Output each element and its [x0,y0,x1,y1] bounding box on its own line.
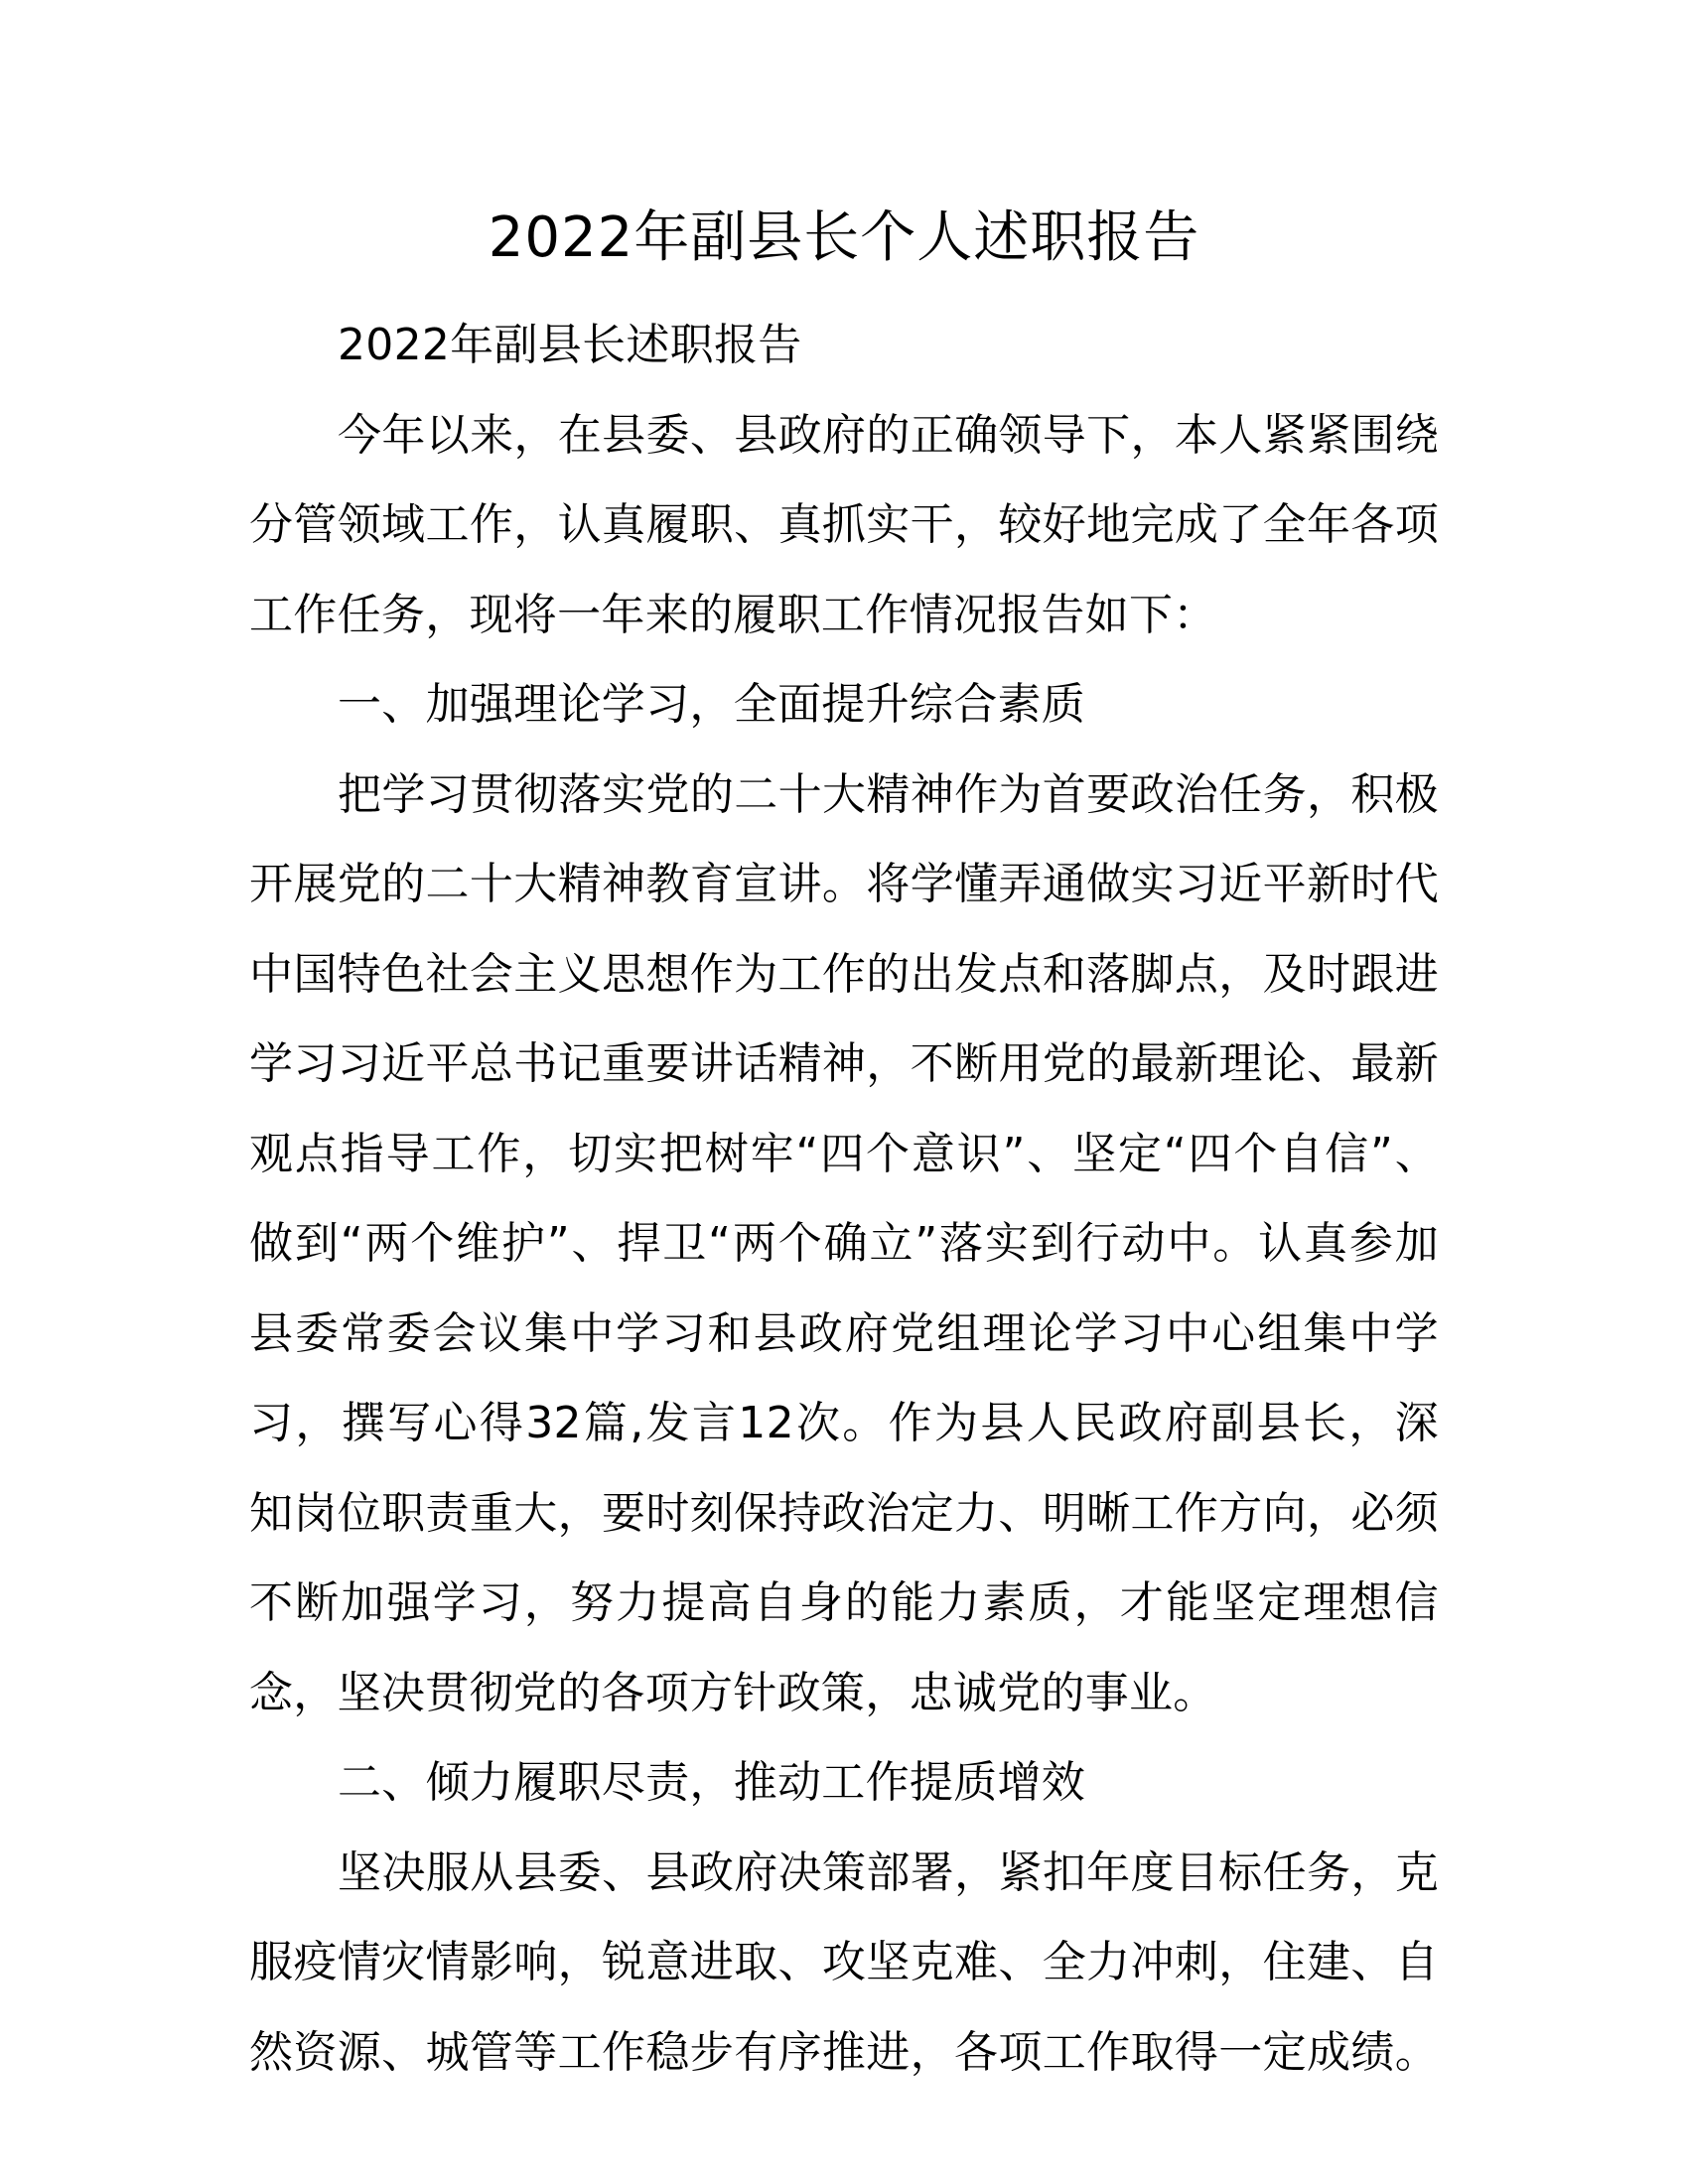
document-body [249,301,1439,2098]
text-line: 今年以来，在县委、县政府的正确领导下，本人紧紧围绕 [338,409,1439,461]
text-line: 把学习贯彻落实党的二十大精神作为首要政治任务，积极 [338,768,1439,820]
text-line: 做到“两个维护”、捍卫“两个确立”落实到行动中。认真参加 [249,1218,1439,1269]
text-line: 二、倾力履职尽责，推动工作提质增效 [338,1757,1086,1808]
text-line: 分管领域工作，认真履职、真抓实干，较好地完成了全年各项 [249,499,1439,550]
text-line: 2022年副县长述职报告 [338,320,802,370]
text-line: 坚决服从县委、县政府决策部署，紧扣年度目标任务，克 [338,1846,1439,1898]
text-line: 开展党的二十大精神教育宣讲。将学懂弄通做实习近平新时代 [249,859,1439,909]
text-line: 工作任务，现将一年来的履职工作情况报告如下： [249,589,1217,640]
text-line: 一、加强理论学习，全面提升综合素质 [338,679,1086,730]
document-title: 2022年副县长个人述职报告 [488,205,1200,270]
text-line: 中国特色社会主义思想作为工作的出发点和落脚点，及时跟进 [249,948,1439,1000]
text-line: 然资源、城管等工作稳步有序推进，各项工作取得一定成绩。 [249,2026,1439,2078]
text-line: 县委常委会议集中学习和县政府党组理论学习中心组集中学 [249,1307,1439,1359]
text-line: 知岗位职责重大，要时刻保持政治定力、明晰工作方向，必须 [249,1487,1439,1539]
text-line: 念，坚决贯彻党的各项方针政策，忠诚党的事业。 [249,1667,1217,1718]
text-line: 学习习近平总书记重要讲话精神，不断用党的最新理论、最新 [249,1038,1439,1089]
text-line: 习，撰写心得32篇,发言12次。作为县人民政府副县长，深 [249,1398,1439,1448]
text-line: 服疫情灾情影响，锐意进取、攻坚克难、全力冲刺，住建、自 [249,1937,1439,1987]
text-line: 不断加强学习，努力提高自身的能力素质，才能坚定理想信 [249,1577,1439,1628]
text-line: 观点指导工作，切实把树牢“四个意识”、坚定“四个自信”、 [249,1128,1439,1179]
